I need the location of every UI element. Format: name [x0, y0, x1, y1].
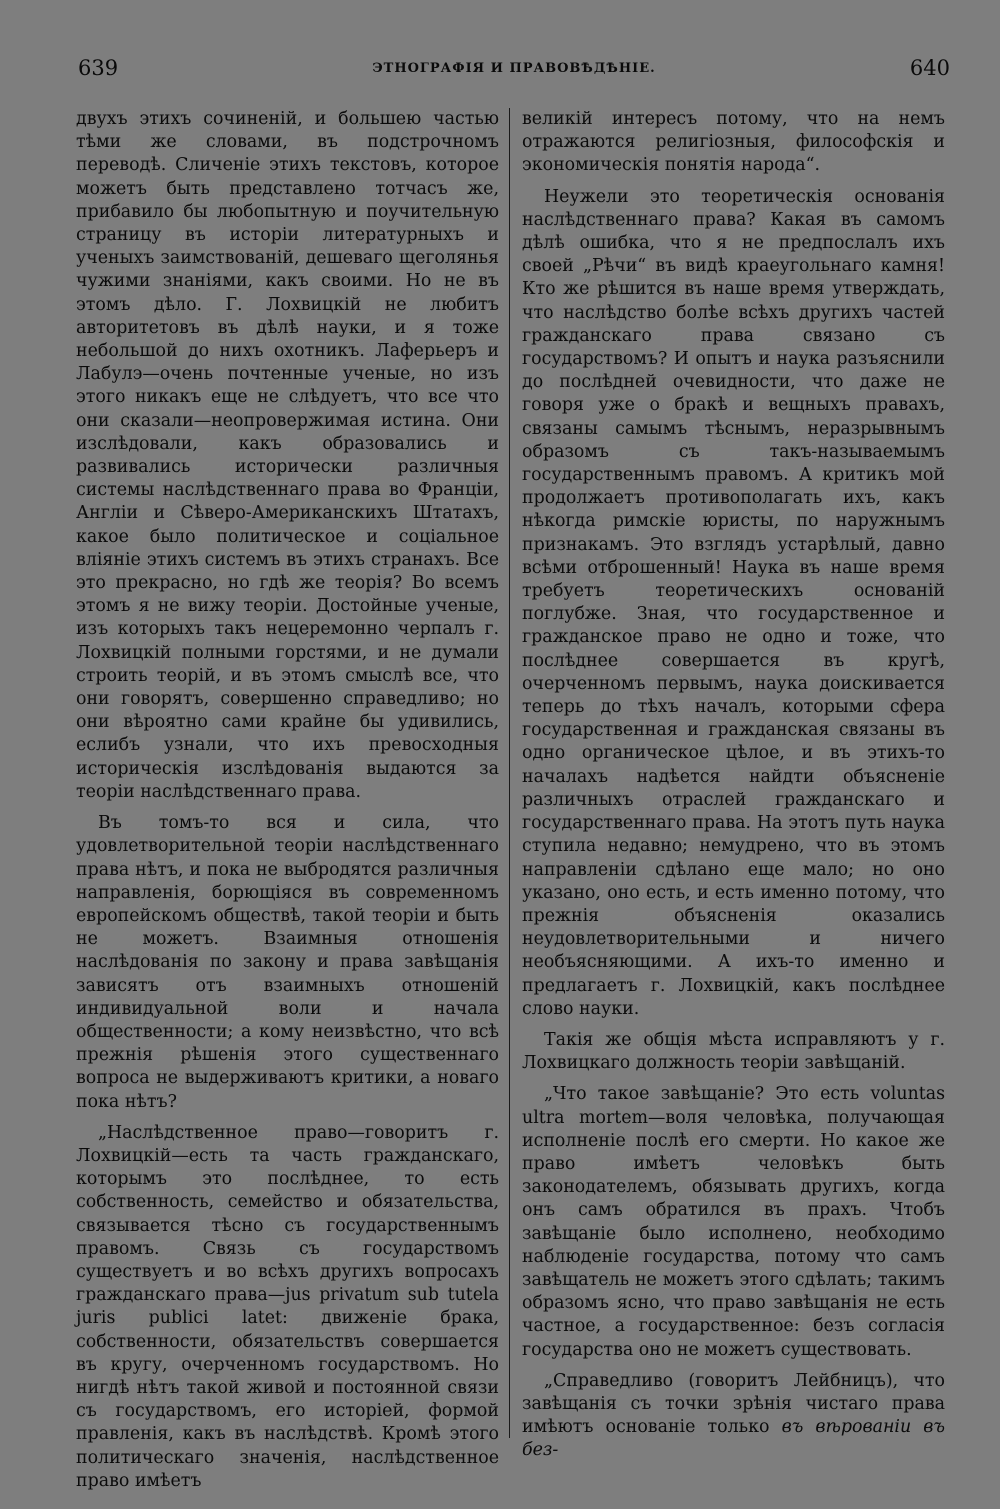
italic-text: въ вѣрованіи въ без- — [522, 1417, 945, 1461]
paragraph: Въ томъ-то вся и сила, что удовлетворительной теоріи наслѣдственнаго права нѣтъ, и пока не выбродятся различныя направленія, борющіяся въ современномъ европейскомъ обществѣ, такой теоріи и быть не можетъ. Взаимныя отношенія наслѣдованія по закону и права завѣщанія зависятъ отъ взаимныхъ отношеній индивидуальной воли и начала общественности; а кому неизвѣстно, что всѣ прежнія рѣшенія этого существеннаго вопроса не выдерживаютъ критики, а новаго пока нѣтъ? — [76, 813, 499, 1112]
column-divider — [509, 108, 510, 1438]
paragraph-last — [522, 1370, 945, 1463]
paragraph: „Наслѣдственное право—говоритъ г. Лохвицкій—есть та часть гражданскаго, которымъ это послѣднее, то есть собственность, семейство и обязательства, связывается тѣсно съ государственнымъ правомъ. Связь съ государствомъ существуетъ и во всѣхъ другихъ вопросахъ гражданскаго права—jus privatum sub tutela juris publici latet: движеніе брака, собственности, обязательствъ совершается въ кругу, очерченномъ государствомъ. Но нигдѣ нѣтъ такой живой и постоянной связи съ государствомъ, его исторіей, формой правленія, какъ въ наслѣдствѣ. Кромѣ этого политическаго значенія, наслѣдственное право имѣетъ — [76, 1122, 499, 1491]
running-title: ЭТНОГРАФІЯ И ПРАВОВѢДѢНІЕ. — [372, 61, 656, 76]
page-number-left: 639 — [78, 56, 119, 80]
page-header — [78, 56, 950, 86]
paragraph-text: „Справедливо (говоритъ Лейбницъ), что завѣщанія съ точки зрѣнія чистаго права имѣютъ основаніе только — [522, 1370, 945, 1438]
paragraph: двухъ этихъ сочиненій, и большею частью тѣми же словами, въ подстрочномъ переводѣ. Сличеніе этихъ текстовъ, которое можетъ быть представлено тотчасъ же, прибавило бы любопытную и поучительную страницу въ исторіи литературныхъ и ученыхъ заимствованій, дешеваго щеголянья чужими знаніями, какъ своими. Но не въ этомъ дѣло. Г. Лохвицкій не любитъ авторитетовъ въ дѣлѣ науки, и я тоже небольшой до нихъ охотникъ. Лаферьеръ и Лабулэ—очень почтенные ученые, но изъ этого никакъ еще не слѣдуетъ, что все что они сказали—неопровержимая истина. Они изслѣдовали, какъ образовались и развивались исторически различныя системы наслѣдственнаго права во Франціи, Англіи и Сѣверо-Американскихъ Штатахъ, какое было политическое и соціальное вліяніе этихъ системъ въ этихъ странахъ. Все это прекрасно, но гдѣ же теорія? Во всемъ этомъ я не вижу теоріи. Достойные ученые, изъ которыхъ такъ нецеремонно черпалъ г. Лохвицкій полными горстями, и не думали строить теорій, и въ этомъ смыслѣ все, что они говорятъ, совершенно справедливо; но они вѣроятно сами крайне бы удивились, еслибъ узнали, что ихъ превосходныя историческія изслѣдованія выдаются за теоріи наслѣдственнаго права. — [76, 109, 499, 802]
paragraph: великій интересъ потому, что на немъ отражаются религіозныя, философскія и экономическія понятія народа“. — [522, 109, 945, 176]
paragraph: „Что такое завѣщаніе? Это есть voluntas ultra mortem—воля человѣка, получающая исполненіе послѣ его смерти. Но какое же право имѣетъ человѣкъ быть законодателемъ, обязывать другихъ, когда онъ самъ обратился въ прахъ. Чтобъ завѣщаніе было исполнено, необходимо наблюденіе государства, потому что самъ завѣщатель не можетъ этого сдѣлать; такимъ образомъ ясно, что право завѣщанія не есть частное, а государственное: безъ согласія государства оно не можетъ существовать. — [522, 1084, 945, 1360]
paragraph: Такія же общія мѣста исправляютъ у г. Лохвицкаго должность теоріи завѣщаній. — [522, 1029, 945, 1074]
right-column — [522, 108, 945, 1471]
left-column — [76, 108, 499, 1501]
page-number-right: 640 — [909, 56, 950, 80]
paragraph: Неужели это теоретическія основанія наслѣдственнаго права? Какая въ самомъ дѣлѣ ошибка, что я не предпослалъ ихъ своей „Рѣчи“ въ видѣ краеугольнаго камня! Кто же рѣшится въ наше время утверждать, что наслѣдство болѣе всѣхъ другихъ частей гражданскаго права связано съ государствомъ? И опытъ и наука разъяснили до послѣдней очевидности, что даже не говоря уже о бракѣ и вещныхъ правахъ, связаны самымъ тѣснымъ, неразрывнымъ образомъ съ такъ-называемымъ государственнымъ правомъ. А критикъ мой продолжаетъ противополагать ихъ, какъ нѣкогда римскіе юристы, по наружнымъ признакамъ. Это взглядъ устарѣлый, давно всѣми отброшенный! Наука въ наше время требуетъ теоретическихъ основаній поглубже. Зная, что государственное и гражданское право не одно и тоже, что послѣднее совершается въ кругѣ, очерченномъ первымъ, наука доискивается теперь до тѣхъ началъ, которыми сфера государственная и гражданская связаны въ одно органическое цѣлое, и въ этихъ-то началахъ надѣется найдти объясненіе различныхъ отраслей гражданскаго и государственнаго права. На этотъ путь наука ступила недавно; немудрено, что въ этомъ направленіи сдѣлано еще мало; но оно указано, оно есть, и есть именно потому, что прежнія объясненія оказались неудовлетворительными и ничего необъясняющими. А ихъ-то именно и предлагаетъ г. Лохвицкій, какъ послѣднее слово науки. — [522, 186, 945, 1019]
